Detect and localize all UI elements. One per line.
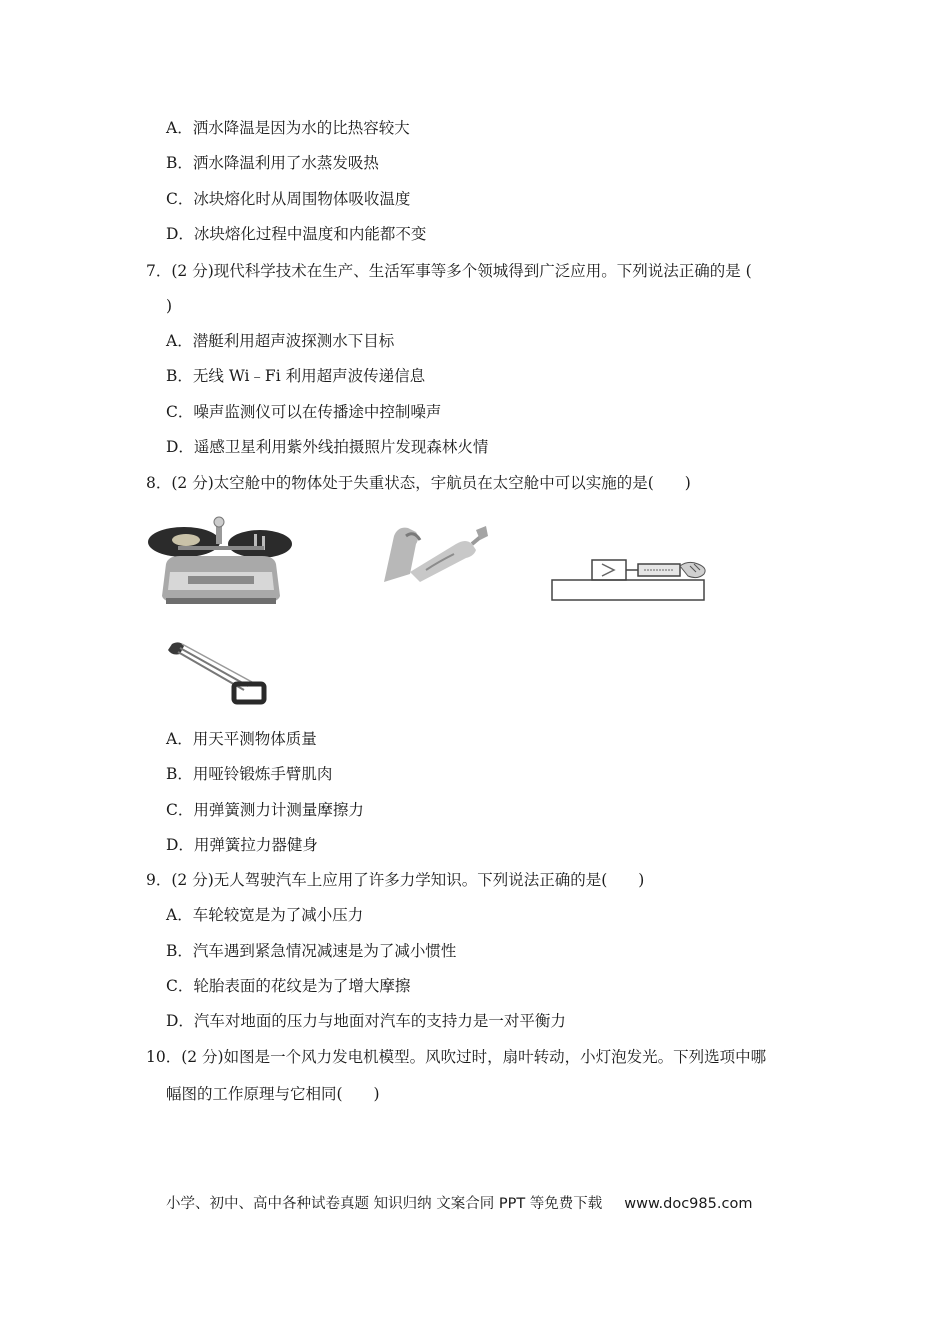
footer-url-link[interactable]: www.doc985.com [624,1196,753,1212]
spring-scale-friction-figure [548,554,714,604]
footer-text: 小学、初中、高中各种试卷真题 知识归纳 文案合同 PPT 等免费下载 [166,1196,603,1212]
spring-expander-figure [166,640,270,708]
q7-option-d: D．遥感卫星利用紫外线拍摄照片发现森林火情 [166,438,489,456]
q9-stem: 9．(2 分)无人驾驶汽车上应用了许多力学知识。下列说法正确的是( ) [146,871,645,889]
q7-option-a: A．潜艇利用超声波探测水下目标 [166,332,395,350]
q6-option-d: D．冰块熔化过程中温度和内能都不变 [166,225,427,243]
q6-option-c: C．冰块熔化时从周围物体吸收温度 [166,190,411,208]
q7-option-b: B．无线 Wi﹣Fi 利用超声波传递信息 [166,367,426,385]
q9-option-b: B．汽车遇到紧急情况减速是为了减小惯性 [166,942,457,960]
balance-scale-figure [148,516,294,606]
page-footer [166,1192,752,1213]
q8-option-d: D．用弹簧拉力器健身 [166,836,318,854]
q7-option-c: C．噪声监测仪可以在传播途中控制噪声 [166,403,442,421]
q10-stem: 10．(2 分)如图是一个风力发电机模型。风吹过时，扇叶转动，小灯泡发光。下列选项中哪 [146,1048,767,1066]
q9-option-a: A．车轮较宽是为了减小压力 [166,906,364,924]
q8-option-a: A．用天平测物体质量 [166,730,317,748]
q10-stem-continued: 幅图的工作原理与它相同( ) [166,1085,380,1103]
q9-option-c: C．轮胎表面的花纹是为了增大摩擦 [166,977,411,995]
q8-stem: 8．(2 分)太空舱中的物体处于失重状态，宇航员在太空舱中可以实施的是( ) [146,474,691,492]
arm-dumbbell-figure [376,522,488,586]
q7-stem-continued: ) [166,297,173,315]
q9-option-d: D．汽车对地面的压力与地面对汽车的支持力是一对平衡力 [166,1012,566,1030]
q8-option-c: C．用弹簧测力计测量摩擦力 [166,801,364,819]
q6-option-b: B．洒水降温利用了水蒸发吸热 [166,154,379,172]
q8-option-b: B．用哑铃锻炼手臂肌肉 [166,765,333,783]
q7-stem: 7．(2 分)现代科学技术在生产、生活军事等多个领城得到广泛应用。下列说法正确的是 ( [146,262,752,280]
q6-option-a: A．洒水降温是因为水的比热容较大 [166,119,410,137]
